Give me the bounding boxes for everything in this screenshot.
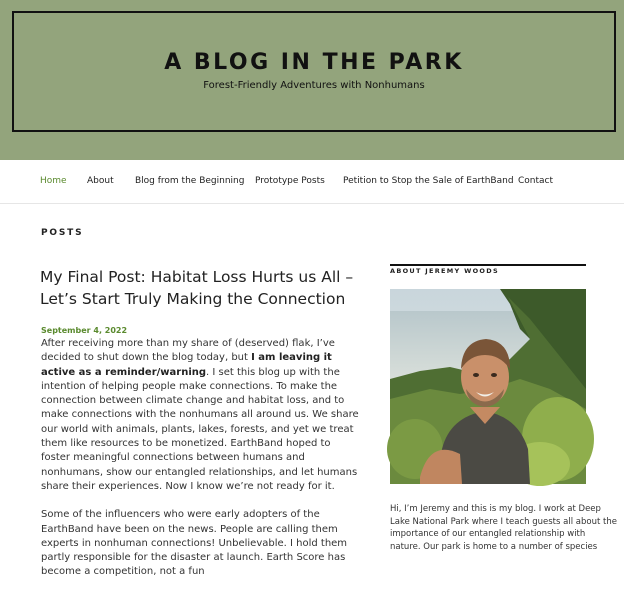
post-paragraph: Some of the influencers who were early adopters of the EarthBand have been on the news. People are calling them experts in nonhuman connections! Unbelievable. I hold them partly responsible for the disaster at launch. Earth Score has become a competition, not a fun [41, 509, 348, 578]
post-paragraph [41, 337, 361, 494]
post-date[interactable]: September 4, 2022 [41, 326, 128, 335]
header-title-frame [12, 11, 616, 132]
post-bold-text: I am leaving it active as a reminder/warning [41, 352, 332, 378]
sidebar-about-text: Hi, I’m Jeremy and this is my blog. I work at Deep Lake National Park where I teach guests all about the importance of our entangled relationship with nature. Our park is home to a number of species [390, 504, 617, 552]
post-text: After receiving more than my share of (deserved) flak, I’ve decided to shut down the blog today, but [41, 338, 335, 364]
sidebar-divider [390, 264, 586, 266]
posts-section-heading: POSTS [41, 228, 84, 238]
site-tagline: Forest-Friendly Adventures with Nonhumans [203, 80, 425, 91]
post-text: . I set this blog up with the intention of helping people make connections. To make the connection between climate change and habitat loss, and to make connections with the nonhumans all around us. We share our world with animals, plants, lakes, forests, and yet we treat them like resources to be monetized. EarthBand hoped to foster meaningful connections between humans and nonhumans, show our entangled relationships, and let humans share their experiences. Now I know we’re not ready for it. [41, 366, 359, 492]
nav-item-prototype-posts[interactable]: Prototype Posts [255, 176, 325, 186]
nav-item-about[interactable]: About [87, 176, 114, 186]
site-header [0, 0, 624, 160]
nav-item-home[interactable]: Home [40, 176, 67, 186]
nav-item-blog-from-the-beginning[interactable]: Blog from the Beginning [135, 176, 245, 186]
sidebar-about-title: ABOUT JEREMY WOODS [390, 267, 499, 275]
post-title[interactable]: My Final Post: Habitat Loss Hurts us All – Let’s Start Truly Making the Connection [40, 268, 354, 308]
nav-item-petition[interactable]: Petition to Stop the Sale of EarthBand [343, 176, 514, 186]
main-navigation [0, 160, 624, 204]
author-photo [390, 289, 586, 484]
post-body [41, 337, 361, 594]
nav-item-contact[interactable]: Contact [518, 176, 554, 186]
site-title[interactable]: A BLOG IN THE PARK [164, 50, 464, 75]
